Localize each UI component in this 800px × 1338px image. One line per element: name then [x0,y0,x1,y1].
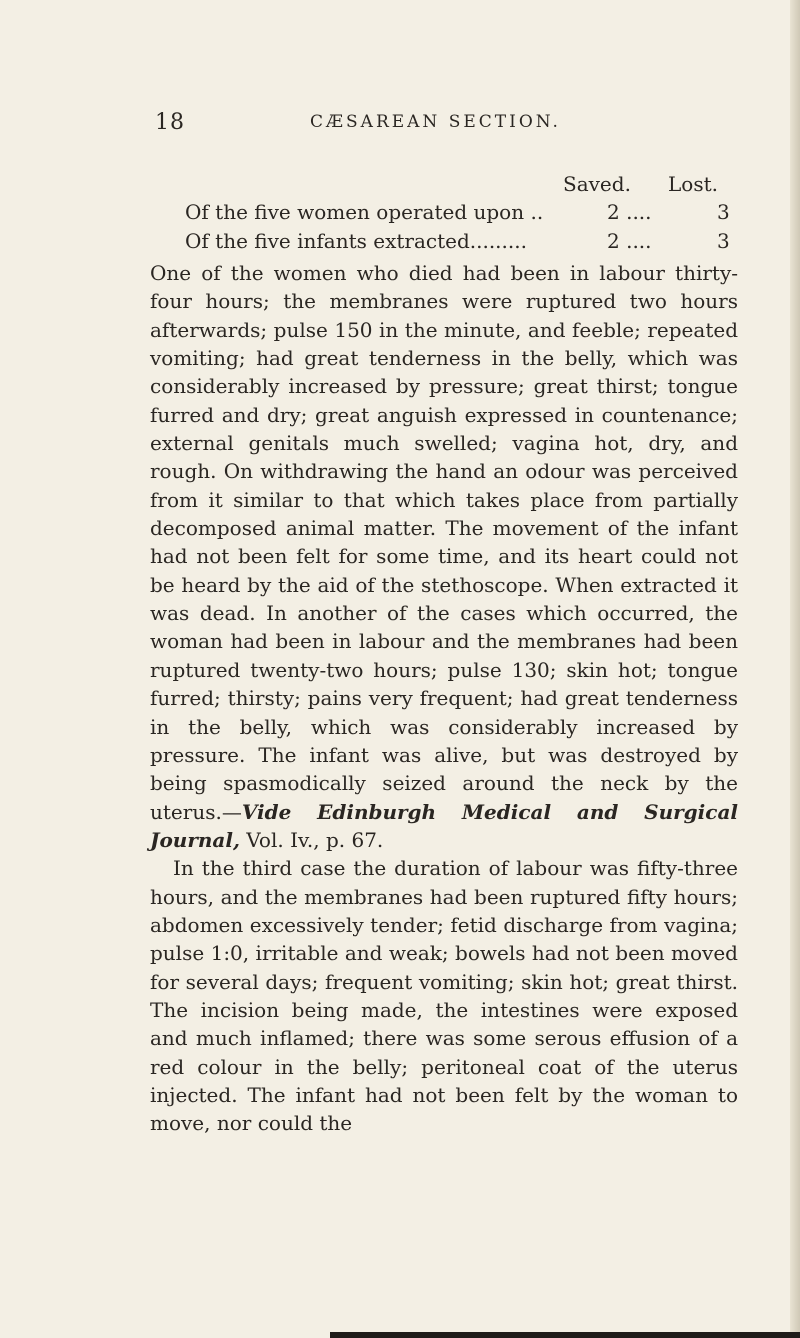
bottom-rule [330,1332,800,1338]
running-head: CÆSAREAN SECTION. [310,112,561,132]
row-label: Of the five infants extracted......... [185,229,527,253]
paragraph-text: In the third case the duration of labour was fifty-three hours, and the membranes had been ruptured fifty hours; abdomen excessively tender; fetid discharge from vagina; pulse 1:0, irritable and weak; bowels had not been moved for several days; frequent vomiting; skin hot; great thirst. The incision being made, the intestines were exposed and much inflamed; there was some serous effusion of a red colour in the belly; peritoneal coat of the uterus injected. The infant had not been felt by the woman to move, nor could the [150,856,738,1136]
page-edge-shadow [790,0,800,1338]
row-saved-value: 2 .... [607,229,652,253]
column-header-saved: Saved. [563,172,631,196]
page-number: 18 [155,110,185,135]
journal-reference-tail: Vol. Iv., p. 67. [239,827,384,852]
table-row [185,229,735,257]
paragraph-text: One of the women who died had been in labour thirty-four hours; the membranes were ruptured two hours afterwards; pulse 150 in the minute, and feeble; repeated vomiting; had great tenderness in the belly, which was considerably increased by pressure; great thirst; tongue furred and dry; great anguish expressed in countenance; external genitals much swelled; vagina hot, dry, and rough. On withdrawing the hand an odour was perceived from it similar to that which takes place from partially decomposed animal matter. The movement of the infant had not been felt for some time, and its heart could not be heard by the aid of the stethoscope. When extracted it was dead. In another of the cases which occurred, the woman had been in labour and the membranes had been ruptured twenty-two hours; pulse 130; skin hot; tongue furred; thirsty; pains very frequent; had great tenderness in the belly, which was considerably increased by pressure. The infant was alive, but was destroyed by being spasmodically seized around the neck by the uterus.— [150,261,738,824]
paragraph [150,854,738,1137]
paragraph [150,259,738,854]
table-row [185,200,735,228]
journal-reference: Vide Edinburgh Medical and Surgical Journal, [150,799,738,852]
row-lost-value: 3 [717,229,730,253]
column-header-lost: Lost. [668,172,718,196]
page-header [0,110,800,140]
statistics-table-header [563,172,735,198]
row-label: Of the five women operated upon .. [185,200,544,224]
row-saved-value: 2 .... [607,200,652,224]
row-lost-value: 3 [717,200,730,224]
body-text [150,259,738,1138]
